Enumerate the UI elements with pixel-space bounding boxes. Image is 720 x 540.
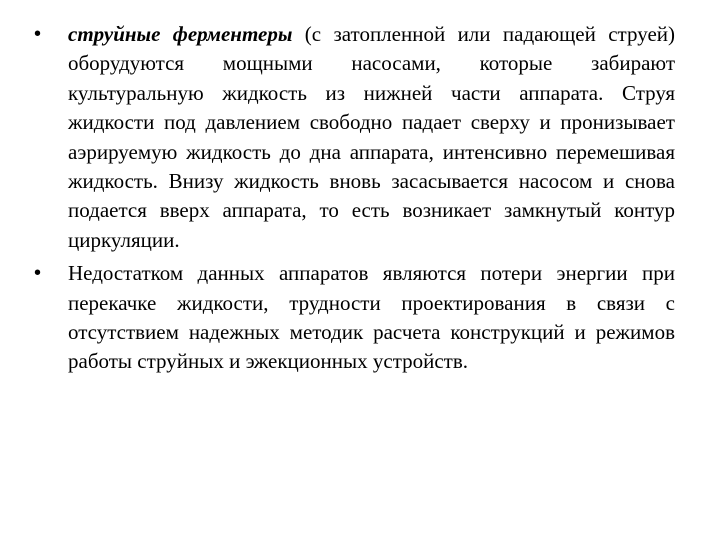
bullet-text: (с затопленной или падающей струей) оборудуются мощными насосами, которые забирают культуральную жидкость из нижней части аппарата. Струя жидкости под давлением свободно падает сверху и пронизывает аэрируемую жидкость до дна аппарата, интенсивно перемешивая жидкость. Внизу жидкость вновь засасывается насосом и снова подается вверх аппарата, то есть возникает замкнутый контур циркуляции. [68, 22, 675, 252]
bullet-text: Недостатком данных аппаратов являются потери энергии при перекачке жидкости, трудности проектирования в связи с отсутствием надежных методик расчета конструкций и режимов работы струйных и эжекционных устройств. [68, 261, 675, 374]
bullet-icon: • [34, 23, 42, 45]
bullet-list [34, 20, 675, 381]
term-jet-fermenters: струйные ферментеры [68, 22, 293, 46]
bullet-icon: • [34, 262, 42, 285]
bullet-item-jet-fermenters [34, 20, 675, 255]
bullet-item-disadvantages [34, 259, 675, 377]
